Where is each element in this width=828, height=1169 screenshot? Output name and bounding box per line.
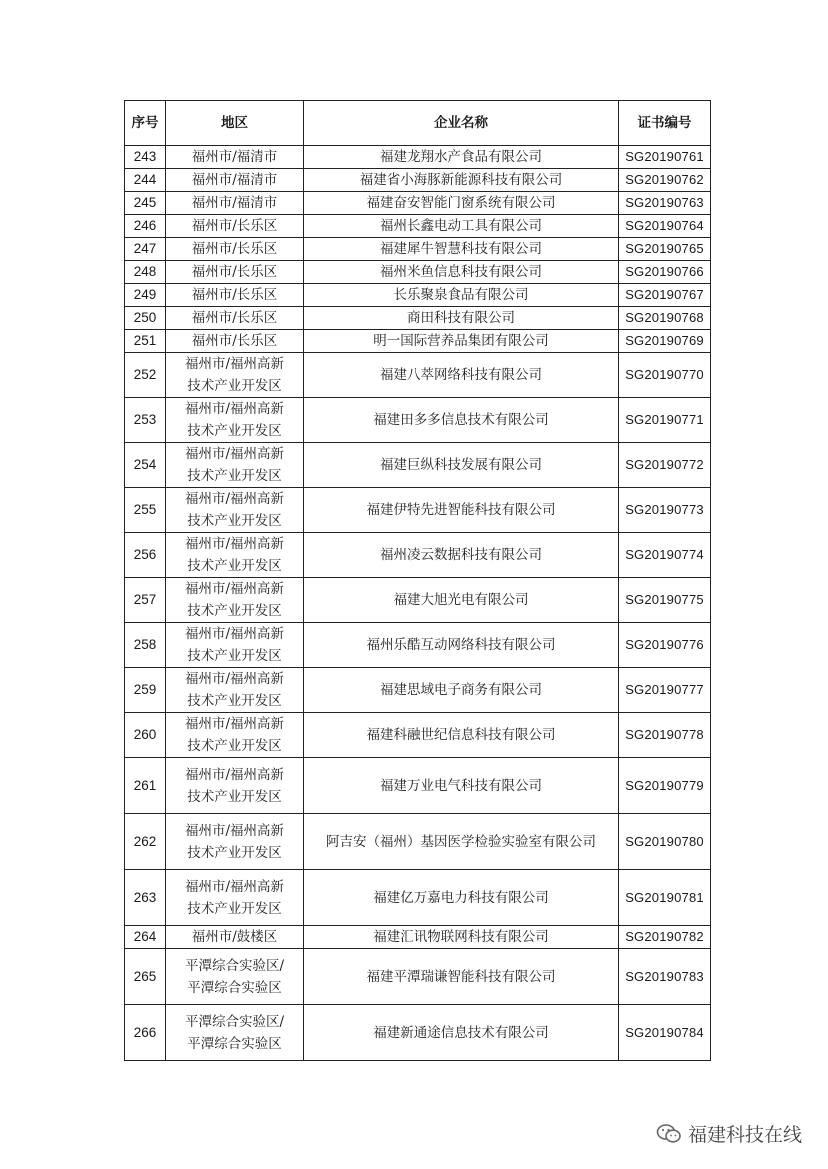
cell-region: 福州市/福州高新 技术产业开发区 — [166, 758, 304, 814]
cell-company: 福建科融世纪信息科技有限公司 — [304, 713, 619, 758]
cell-cert: SG20190771 — [619, 398, 711, 443]
cell-seq: 249 — [125, 284, 166, 307]
wechat-icon — [656, 1123, 682, 1145]
enterprise-table — [124, 100, 711, 1061]
cell-seq: 245 — [125, 192, 166, 215]
cell-cert: SG20190777 — [619, 668, 711, 713]
cell-seq: 246 — [125, 215, 166, 238]
cell-cert: SG20190767 — [619, 284, 711, 307]
cell-cert: SG20190779 — [619, 758, 711, 814]
cell-cert: SG20190782 — [619, 926, 711, 949]
table-row — [125, 238, 711, 261]
table-row — [125, 307, 711, 330]
cell-company: 福建大旭光电有限公司 — [304, 578, 619, 623]
cell-company: 福州长鑫电动工具有限公司 — [304, 215, 619, 238]
cell-company: 福建八萃网络科技有限公司 — [304, 353, 619, 398]
cell-region: 福州市/福州高新 技术产业开发区 — [166, 533, 304, 578]
cell-seq: 256 — [125, 533, 166, 578]
cell-seq: 259 — [125, 668, 166, 713]
cell-region: 福州市/福州高新 技术产业开发区 — [166, 713, 304, 758]
cell-cert: SG20190775 — [619, 578, 711, 623]
table-row — [125, 353, 711, 398]
cell-company: 福建省小海豚新能源科技有限公司 — [304, 169, 619, 192]
table-row — [125, 758, 711, 814]
cell-region: 福州市/长乐区 — [166, 284, 304, 307]
watermark — [656, 1120, 802, 1147]
cell-company: 福建巨纵科技发展有限公司 — [304, 443, 619, 488]
cell-cert: SG20190776 — [619, 623, 711, 668]
cell-region: 福州市/鼓楼区 — [166, 926, 304, 949]
cell-region: 福州市/福州高新 技术产业开发区 — [166, 668, 304, 713]
cell-seq: 255 — [125, 488, 166, 533]
cell-company: 福建新通途信息技术有限公司 — [304, 1005, 619, 1061]
table-row — [125, 533, 711, 578]
cell-seq: 260 — [125, 713, 166, 758]
header-cert: 证书编号 — [619, 101, 711, 146]
table-row — [125, 814, 711, 870]
cell-company: 长乐聚泉食品有限公司 — [304, 284, 619, 307]
table-row — [125, 330, 711, 353]
cell-region: 福州市/福州高新 技术产业开发区 — [166, 353, 304, 398]
cell-cert: SG20190773 — [619, 488, 711, 533]
cell-region: 平潭综合实验区/ 平潭综合实验区 — [166, 949, 304, 1005]
cell-company: 福建万业电气科技有限公司 — [304, 758, 619, 814]
cell-cert: SG20190778 — [619, 713, 711, 758]
cell-seq: 248 — [125, 261, 166, 284]
cell-region: 福州市/福州高新 技术产业开发区 — [166, 443, 304, 488]
table-row — [125, 284, 711, 307]
cell-region: 福州市/福清市 — [166, 146, 304, 169]
cell-seq: 247 — [125, 238, 166, 261]
cell-region: 福州市/长乐区 — [166, 215, 304, 238]
cell-seq: 252 — [125, 353, 166, 398]
cell-company: 商田科技有限公司 — [304, 307, 619, 330]
table-row — [125, 1005, 711, 1061]
cell-cert: SG20190762 — [619, 169, 711, 192]
cell-company: 福建龙翔水产食品有限公司 — [304, 146, 619, 169]
cell-seq: 251 — [125, 330, 166, 353]
cell-region: 福州市/福清市 — [166, 192, 304, 215]
cell-region: 福州市/福州高新 技术产业开发区 — [166, 578, 304, 623]
table-row — [125, 215, 711, 238]
cell-region: 福州市/长乐区 — [166, 307, 304, 330]
table-row — [125, 926, 711, 949]
table-row — [125, 713, 711, 758]
cell-cert: SG20190784 — [619, 1005, 711, 1061]
cell-company: 明一国际营养品集团有限公司 — [304, 330, 619, 353]
cell-seq: 266 — [125, 1005, 166, 1061]
table-row — [125, 398, 711, 443]
cell-seq: 263 — [125, 870, 166, 926]
cell-region: 福州市/长乐区 — [166, 238, 304, 261]
cell-cert: SG20190780 — [619, 814, 711, 870]
cell-company: 福建奋安智能门窗系统有限公司 — [304, 192, 619, 215]
cell-company: 福建犀牛智慧科技有限公司 — [304, 238, 619, 261]
table-row — [125, 668, 711, 713]
cell-seq: 264 — [125, 926, 166, 949]
cell-cert: SG20190763 — [619, 192, 711, 215]
cell-cert: SG20190770 — [619, 353, 711, 398]
table-row — [125, 443, 711, 488]
cell-seq: 262 — [125, 814, 166, 870]
table-row — [125, 261, 711, 284]
cell-region: 福州市/长乐区 — [166, 330, 304, 353]
cell-cert: SG20190783 — [619, 949, 711, 1005]
cell-seq: 244 — [125, 169, 166, 192]
table-row — [125, 870, 711, 926]
cell-region: 福州市/福州高新 技术产业开发区 — [166, 870, 304, 926]
cell-company: 福建伊特先进智能科技有限公司 — [304, 488, 619, 533]
table-row — [125, 488, 711, 533]
watermark-text: 福建科技在线 — [687, 1124, 802, 1146]
cell-region: 福州市/福州高新 技术产业开发区 — [166, 814, 304, 870]
cell-company: 阿吉安（福州）基因医学检验实验室有限公司 — [304, 814, 619, 870]
cell-cert: SG20190774 — [619, 533, 711, 578]
cell-cert: SG20190765 — [619, 238, 711, 261]
cell-seq: 250 — [125, 307, 166, 330]
table-header-row — [125, 101, 711, 146]
cell-company: 福州凌云数据科技有限公司 — [304, 533, 619, 578]
cell-company: 福建田多多信息技术有限公司 — [304, 398, 619, 443]
table-row — [125, 949, 711, 1005]
cell-seq: 261 — [125, 758, 166, 814]
cell-region: 平潭综合实验区/ 平潭综合实验区 — [166, 1005, 304, 1061]
table-row — [125, 146, 711, 169]
header-seq: 序号 — [125, 101, 166, 146]
table-row — [125, 623, 711, 668]
table-body — [125, 146, 711, 1061]
cell-company: 福建思域电子商务有限公司 — [304, 668, 619, 713]
cell-company: 福建亿万嘉电力科技有限公司 — [304, 870, 619, 926]
cell-company: 福建平潭瑞谦智能科技有限公司 — [304, 949, 619, 1005]
cell-cert: SG20190764 — [619, 215, 711, 238]
cell-company: 福州乐酷互动网络科技有限公司 — [304, 623, 619, 668]
cell-cert: SG20190769 — [619, 330, 711, 353]
cell-cert: SG20190768 — [619, 307, 711, 330]
cell-region: 福州市/长乐区 — [166, 261, 304, 284]
table-row — [125, 169, 711, 192]
cell-seq: 257 — [125, 578, 166, 623]
header-region: 地区 — [166, 101, 304, 146]
table-row — [125, 192, 711, 215]
header-company: 企业名称 — [304, 101, 619, 146]
cell-cert: SG20190761 — [619, 146, 711, 169]
cell-region: 福州市/福州高新 技术产业开发区 — [166, 398, 304, 443]
cell-region: 福州市/福州高新 技术产业开发区 — [166, 488, 304, 533]
cell-company: 福建汇讯物联网科技有限公司 — [304, 926, 619, 949]
cell-seq: 243 — [125, 146, 166, 169]
cell-region: 福州市/福清市 — [166, 169, 304, 192]
cell-region: 福州市/福州高新 技术产业开发区 — [166, 623, 304, 668]
cell-cert: SG20190781 — [619, 870, 711, 926]
cell-cert: SG20190772 — [619, 443, 711, 488]
table-row — [125, 578, 711, 623]
document-page — [124, 100, 710, 1061]
cell-seq: 253 — [125, 398, 166, 443]
cell-cert: SG20190766 — [619, 261, 711, 284]
cell-company: 福州米鱼信息科技有限公司 — [304, 261, 619, 284]
cell-seq: 258 — [125, 623, 166, 668]
cell-seq: 265 — [125, 949, 166, 1005]
cell-seq: 254 — [125, 443, 166, 488]
